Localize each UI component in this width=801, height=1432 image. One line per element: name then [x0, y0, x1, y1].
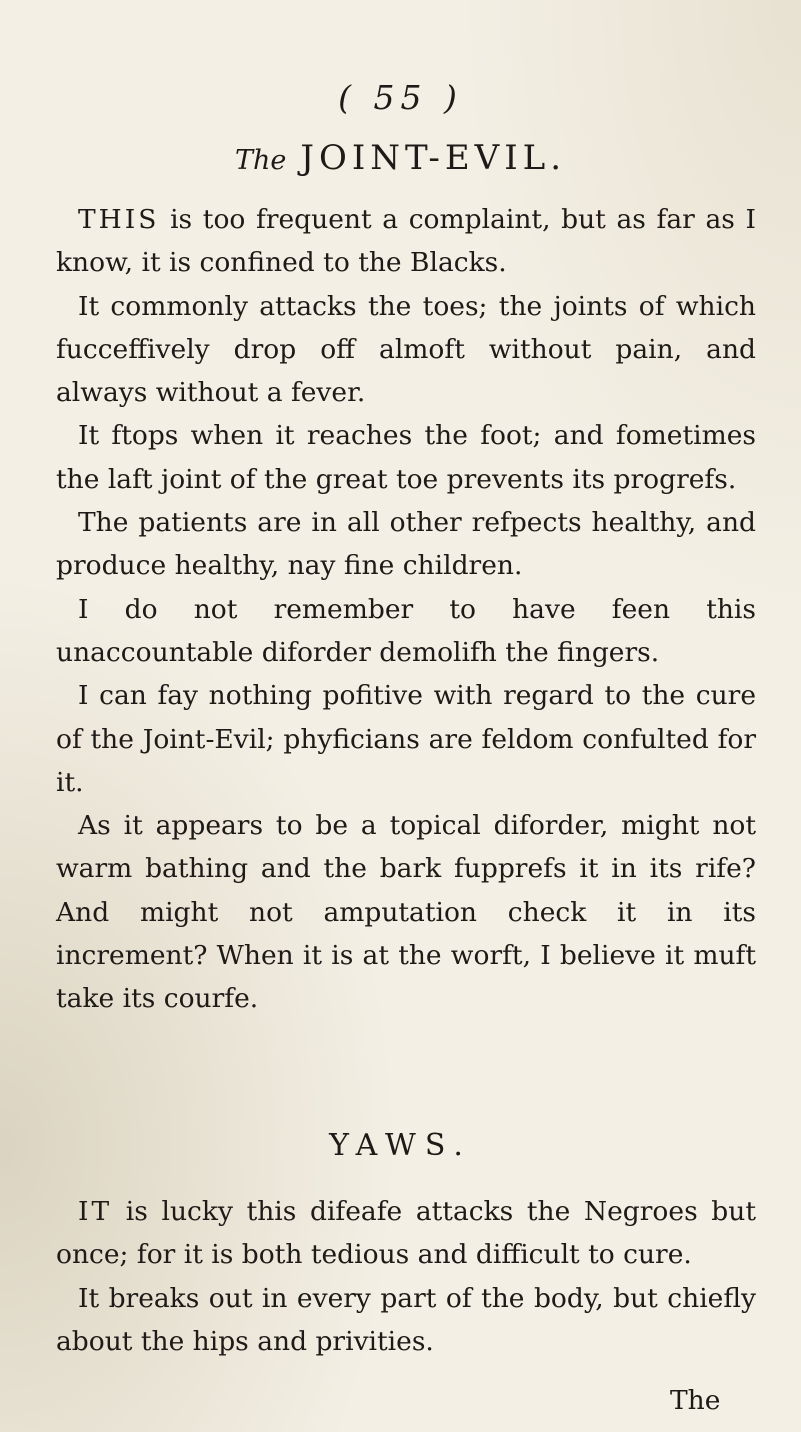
joint-evil-text	[56, 198, 756, 1021]
section-title-prefix: The	[234, 145, 287, 176]
paragraph	[56, 285, 756, 415]
paragraph	[56, 501, 756, 588]
page-number: ( 55 )	[338, 78, 463, 117]
yaws-text	[56, 1190, 756, 1363]
paragraph-text: I can fay nothing pofitive with regard to the cure of the Joint-Evil; phyficians are feldom confulted for it.	[56, 680, 756, 798]
paragraph-text: It ftops when it reaches the foot; and fometimes the laft joint of the great toe prevents its progrefs.	[56, 420, 756, 495]
paragraph	[56, 414, 756, 501]
paragraph	[56, 198, 756, 285]
paragraph-text: It breaks out in every part of the body, but chiefly about the hips and privities.	[56, 1282, 756, 1357]
paragraph-lead: THIS	[78, 204, 160, 235]
paragraph	[56, 1277, 756, 1364]
section-title-text: JOINT-EVIL.	[300, 138, 567, 178]
paragraph-text: It commonly attacks the toes; the joints of which fucceffively drop off almoft without pain, and always without a fever.	[56, 290, 756, 409]
catchword: The	[670, 1385, 721, 1416]
paragraph	[56, 588, 756, 675]
paragraph-text: is too frequent a complaint, but as far as I know, it is confined to the Blacks.	[56, 204, 756, 279]
paragraph	[56, 674, 756, 804]
paragraph	[56, 804, 756, 1020]
paragraph-lead: IT	[78, 1196, 113, 1227]
paragraph	[56, 1190, 756, 1277]
yaws-heading: YAWS.	[329, 1128, 472, 1163]
paragraph-text: As it appears to be a topical diforder, might not warm bathing and the bark fupprefs it in its rife? And might not amputation check it in its increment? When it is at the worft, I believe it muft take its courfe.	[56, 810, 756, 1015]
paragraph-text: I do not remember to have feen this unaccountable diforder demolifh the fingers.	[56, 593, 756, 668]
section-title	[0, 138, 801, 178]
paragraph-text: is lucky this difeafe attacks the Negroes but once; for it is both tedious and difficult to cure.	[56, 1196, 756, 1271]
paragraph-text: The patients are in all other refpects healthy, and produce healthy, nay fine children.	[56, 507, 756, 582]
